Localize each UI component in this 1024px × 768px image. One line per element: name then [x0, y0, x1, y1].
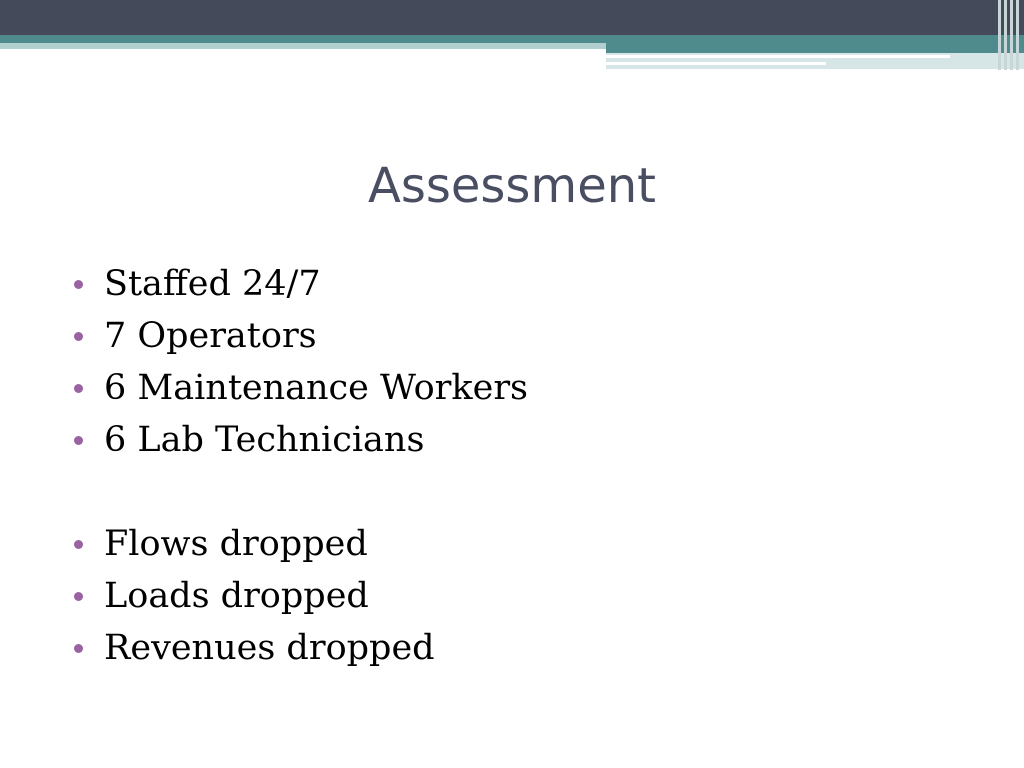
header-band-light: [0, 43, 606, 49]
header-tab-line: [606, 62, 826, 65]
bullet-item: [74, 414, 528, 466]
bullet-text: 7 Operators: [104, 316, 317, 356]
bullet-item: [74, 362, 528, 414]
bullet-text: 6 Lab Technicians: [104, 420, 425, 460]
bullet-item: [74, 310, 528, 362]
bullet-text: Loads dropped: [104, 576, 369, 616]
edge-stripes: [996, 0, 1024, 70]
bullet-spacer: [74, 466, 528, 518]
bullet-dot-icon: [74, 592, 83, 601]
bullet-text: Staffed 24/7: [104, 264, 321, 304]
bullet-dot-icon: [74, 384, 83, 393]
bullet-text: 6 Maintenance Workers: [104, 368, 529, 408]
bullet-dot-icon: [74, 332, 83, 341]
bullet-dot-icon: [74, 540, 83, 549]
header-tab-line: [606, 55, 950, 58]
slide-title: Assessment: [368, 158, 656, 214]
bullet-item: [74, 258, 528, 310]
bullet-dot-icon: [74, 644, 83, 653]
bullet-item: [74, 622, 528, 674]
bullet-dot-icon: [74, 280, 83, 289]
bullet-dot-icon: [74, 436, 83, 445]
header-tab-teal: [606, 43, 1024, 53]
bullet-item: [74, 570, 528, 622]
bullet-text: Flows dropped: [104, 524, 368, 564]
header-band-dark: [0, 0, 1024, 35]
bullet-list: [74, 258, 528, 674]
bullet-item: [74, 518, 528, 570]
bullet-text: Revenues dropped: [104, 628, 435, 668]
header-band-teal: [0, 35, 1024, 43]
